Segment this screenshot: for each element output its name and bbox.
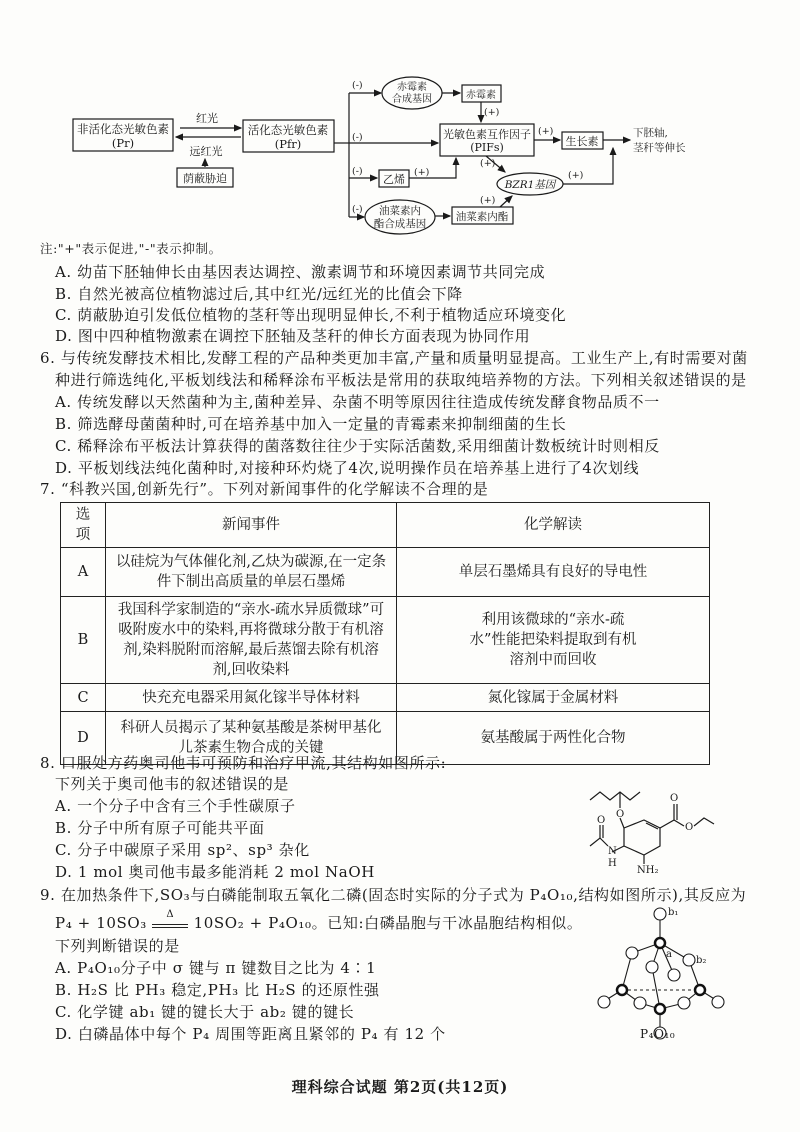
oxygen-atom <box>712 996 724 1008</box>
equals-sign <box>152 924 188 928</box>
row-news: 科研人员揭示了某种氨基酸是茶树甲基化儿茶素生物合成的关键 <box>106 712 397 765</box>
phosphorus-atom <box>617 985 627 995</box>
header-interpretation: 化学解读 <box>397 503 710 548</box>
inhibit-mark: (-) <box>352 80 363 91</box>
auxin-label: 生长素 <box>565 135 599 148</box>
promote-mark: (+) <box>568 170 584 181</box>
q5-option-d: D. 图中四种植物激素在调控下胚轴及茎秆的伸长方面表现为协同作用 <box>55 327 531 345</box>
plant-hormone-regulation-diagram <box>0 0 800 250</box>
promote-mark: (+) <box>480 158 496 169</box>
q8-option-b: B. 分子中所有原子可能共平面 <box>55 819 265 837</box>
q5-option-b: B. 自然光被高位植物滤过后,其中红光/远红光的比值会下降 <box>55 285 463 303</box>
row-option: B <box>61 597 106 684</box>
q7-stem: 7. “科教兴国,创新先行”。下列对新闻事件的化学解读不合理的是 <box>40 480 489 498</box>
p4o10-structure <box>596 905 726 1045</box>
heat-symbol: Δ <box>166 909 175 920</box>
shade-stress-label: 荫蔽胁迫 <box>183 172 227 185</box>
ethylene-label: 乙烯 <box>383 173 405 186</box>
q6-stem: 种进行筛选纯化,平板划线法和稀释涂布平板法是常用的获取纯培养物的方法。下列相关叙述错误的是 <box>55 371 747 389</box>
far-red-light-label: 远红光 <box>189 145 223 158</box>
q9-option-b: B. H₂S 比 PH₃ 稳定,PH₃ 比 H₂S 的还原性强 <box>55 981 380 999</box>
phosphorus-atom <box>695 985 705 995</box>
equation-reactants: P₄ + 10SO₃ <box>55 914 147 932</box>
inhibit-mark: (-) <box>352 204 363 215</box>
oxygen-atom <box>654 908 666 920</box>
atom-label: O <box>670 793 679 804</box>
inhibit-mark: (-) <box>352 132 363 143</box>
row-option: A <box>61 548 106 597</box>
q9-option-a: A. P₄O₁₀分子中 σ 键与 π 键数目之比为 4∶1 <box>55 959 377 977</box>
table-header-row <box>61 503 710 548</box>
equation-condition <box>152 909 188 928</box>
p4o10-caption: P₄O₁₀ <box>640 1027 676 1041</box>
oxygen-atom <box>678 997 690 1009</box>
atom-label: O <box>616 809 625 820</box>
inhibit-mark: (-) <box>352 166 363 177</box>
bond-label-b1: b₁ <box>668 907 679 918</box>
promote-mark: (+) <box>480 195 496 206</box>
q9-equation <box>55 909 583 932</box>
row-option: C <box>61 684 106 712</box>
q6-stem: 6. 与传统发酵技术相比,发酵工程的产品种类更加丰富,产量和质量明显提高。工业生产上,有时需要对菌 <box>40 349 748 367</box>
outcome-label: 下胚轴,茎秆等伸长 <box>633 127 686 154</box>
q6-option-b: B. 筛选酵母菌菌种时,可在培养基中加入一定量的青霉素来抑制细菌的生长 <box>55 415 567 433</box>
oxygen-atom <box>626 947 638 959</box>
header-news: 新闻事件 <box>106 503 397 548</box>
q9-sub: 下列判断错误的是 <box>55 937 180 955</box>
q8-option-a: A. 一个分子中含有三个手性碳原子 <box>55 797 296 815</box>
bond-label-b2: b₂ <box>696 955 707 966</box>
q6-option-d: D. 平板划线法纯化菌种时,对接种环灼烧了4次,说明操作员在培养基上进行了4次划线 <box>55 459 640 477</box>
atom-label: N <box>608 846 617 857</box>
q5-option-a: A. 幼苗下胚轴伸长由基因表达调控、激素调节和环境因素调节共同完成 <box>55 263 546 281</box>
oxygen-atom <box>634 997 646 1009</box>
br-label: 油菜素内酯 <box>455 211 509 223</box>
pfr-label: 活化态光敏色素(Pfr) <box>247 123 329 151</box>
pifs-label: 光敏色素互作因子(PIFs) <box>443 128 531 154</box>
row-news: 以硅烷为气体催化剂,乙炔为碳源,在一定条件下制出高质量的单层石墨烯 <box>106 548 397 597</box>
q6-option-a: A. 传统发酵以天然菌种为主,菌种差异、杂菌不明等原因往往造成传统发酵食物品质不一 <box>55 393 660 411</box>
pr-label: 非活化态光敏色素(Pr) <box>77 122 169 150</box>
equation-products: 10SO₂ + P₄O₁₀。已知:白磷晶胞与干冰晶胞结构相似。 <box>193 914 583 932</box>
oxygen-atom <box>668 969 680 981</box>
row-interpretation: 氨基酸属于两性化合物 <box>397 712 710 765</box>
q9-stem: 9. 在加热条件下,SO₃与白磷能制取五氧化二磷(固态时实际的分子式为 P₄O₁₀,结构如图所示),其反应为 <box>40 886 747 904</box>
row-interpretation: 单层石墨烯具有良好的导电性 <box>397 548 710 597</box>
ga-gene-label: 赤霉素合成基因 <box>392 82 432 105</box>
promote-mark: (+) <box>484 107 500 118</box>
atom-label: H <box>608 858 617 869</box>
table-row <box>61 684 710 712</box>
atom-label: O <box>685 822 694 833</box>
table-row <box>61 548 710 597</box>
row-news: 我国科学家制造的“亲水-疏水异质微球”可吸附废水中的染料,再将微球分散于有机溶剂,染料脱附而溶解,最后蒸馏去除有机溶剂,回收染料 <box>106 597 397 684</box>
br-gene-label: 油菜素内酯合成基因 <box>373 205 427 230</box>
table-row <box>61 597 710 684</box>
red-light-label: 红光 <box>196 112 218 125</box>
oxygen-atom <box>646 961 658 973</box>
promote-mark: (+) <box>538 126 554 137</box>
phosphorus-atom <box>655 938 665 948</box>
oxygen-atom <box>683 954 695 966</box>
row-interpretation: 氮化镓属于金属材料 <box>397 684 710 712</box>
q5-option-c: C. 荫蔽胁迫引发低位植物的茎秆等出现明显伸长,不利于植物适应环境变化 <box>55 306 567 324</box>
q8-stem: 8. 口服处方药奥司他韦可预防和治疗甲流,其结构如图所示: <box>40 754 447 772</box>
q9-option-d: D. 白磷晶体中每个 P₄ 周围等距离且紧邻的 P₄ 有 12 个 <box>55 1025 446 1043</box>
q8-option-d: D. 1 mol 奥司他韦最多能消耗 2 mol NaOH <box>55 863 375 881</box>
page-footer: 理科综合试题 第2页(共12页) <box>291 1078 509 1096</box>
phosphorus-atom <box>655 1004 665 1014</box>
row-interpretation: 利用该微球的“亲水-疏水”性能把染料提取到有机溶剂中而回收 <box>397 597 710 684</box>
row-news: 快充充电器采用氮化镓半导体材料 <box>106 684 397 712</box>
q7-table <box>60 502 710 765</box>
atom-label: O <box>597 815 606 826</box>
header-option: 选项 <box>61 503 106 548</box>
bzr1-label: BZR1基因 <box>504 179 556 191</box>
q6-option-c: C. 稀释涂布平板法计算获得的菌落数往往少于实际活菌数,采用细菌计数板统计时则相反 <box>55 437 660 455</box>
promote-mark: (+) <box>414 167 430 178</box>
row-option: D <box>61 712 106 765</box>
q8-sub: 下列关于奥司他韦的叙述错误的是 <box>55 775 290 793</box>
oxygen-atom <box>598 996 610 1008</box>
atom-label: NH₂ <box>637 865 659 875</box>
q9-option-c: C. 化学键 ab₁ 键的键长大于 ab₂ 键的键长 <box>55 1003 355 1021</box>
ga-label: 赤霉素 <box>466 90 496 101</box>
oseltamivir-structure <box>582 780 722 875</box>
diagram-note: 注:"+"表示促进,"-"表示抑制。 <box>40 241 222 256</box>
q8-option-c: C. 分子中碳原子采用 sp²、sp³ 杂化 <box>55 841 310 859</box>
bond-label-a: a <box>666 949 672 960</box>
